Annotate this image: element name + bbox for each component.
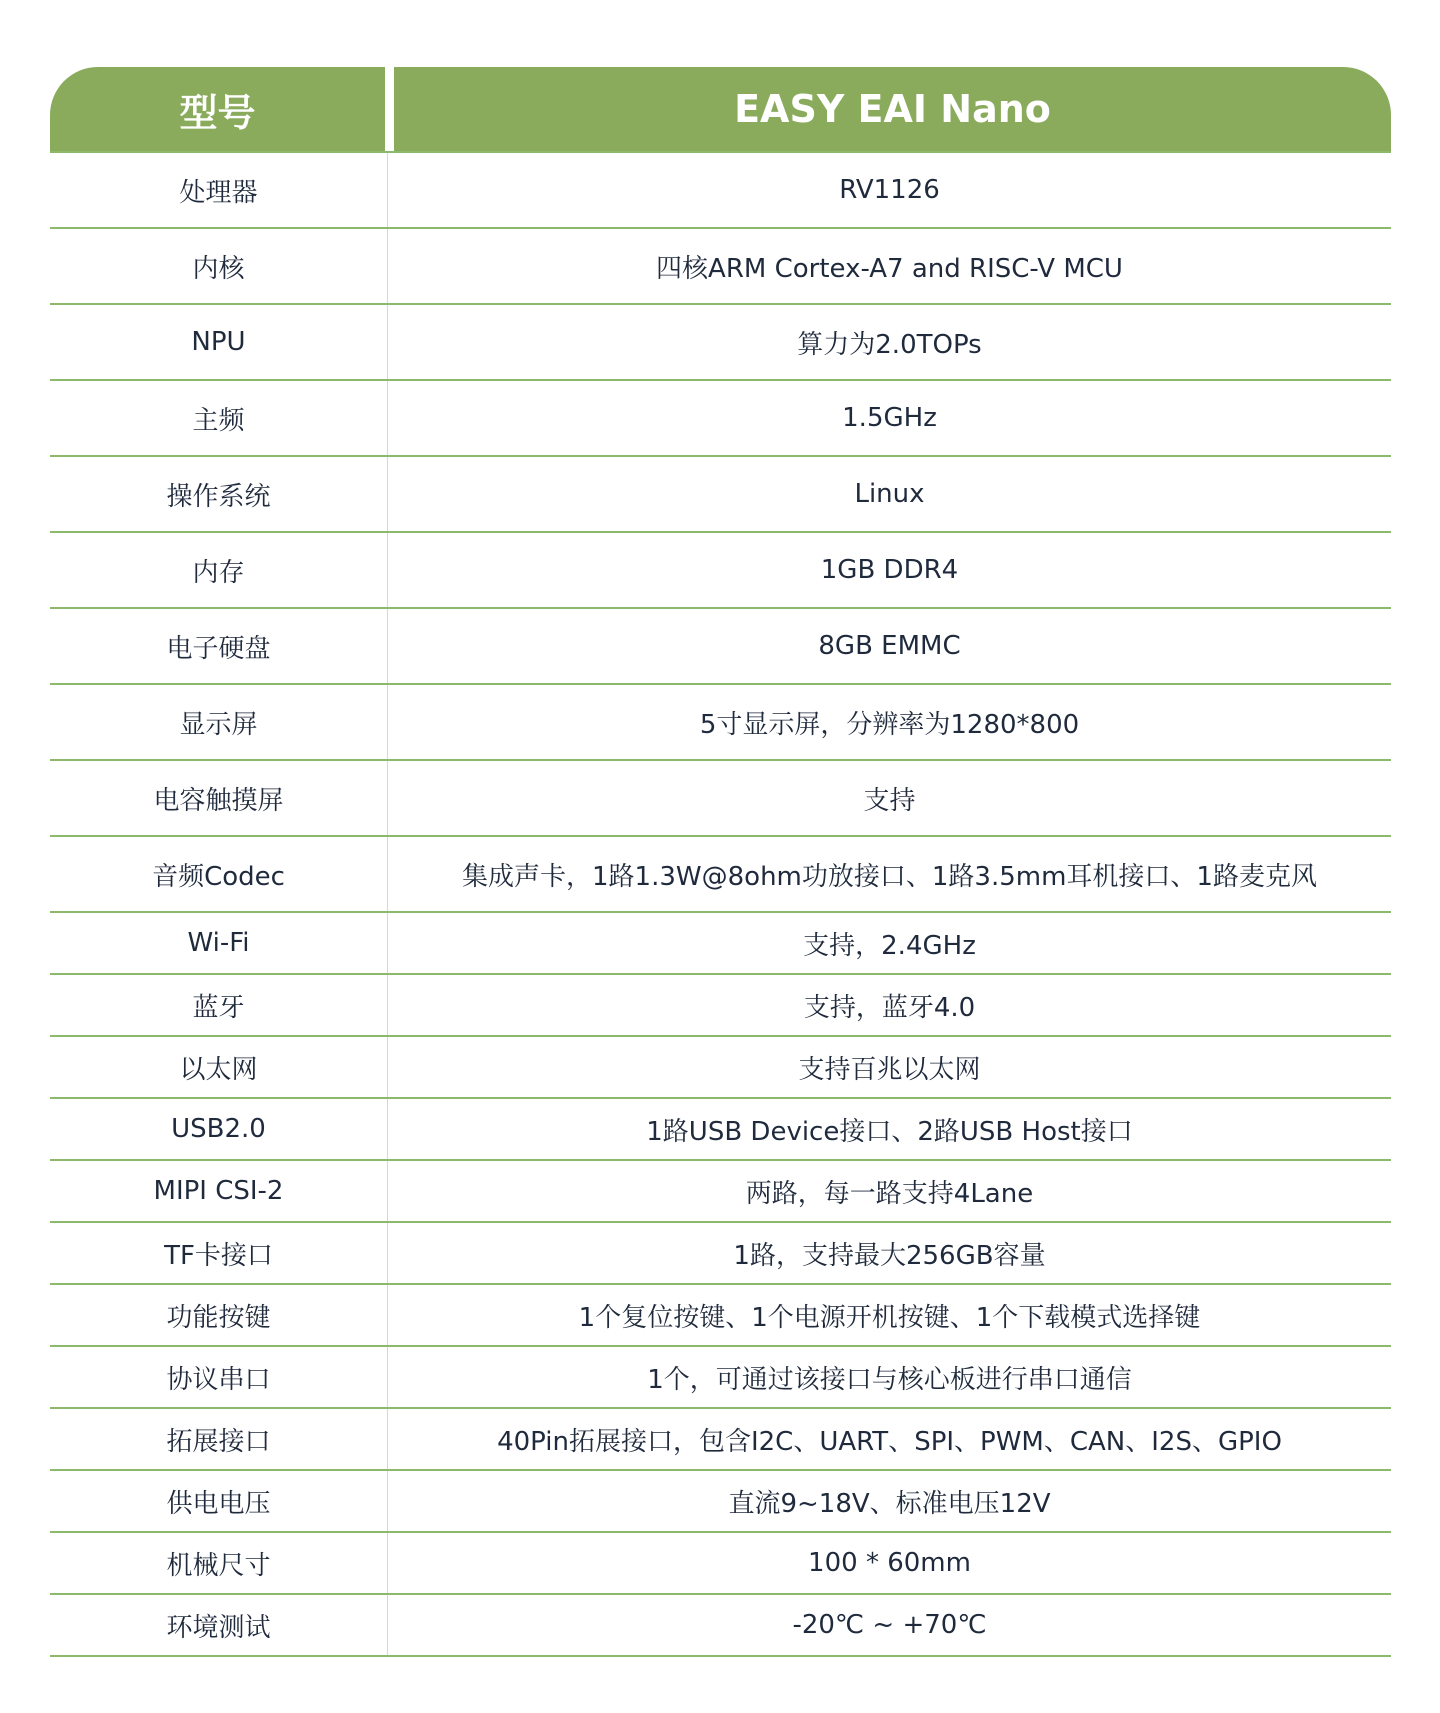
table-row: [50, 305, 1391, 381]
spec-value: 支持百兆以太网: [798, 1054, 981, 1085]
spec-name: 音频Codec: [50, 837, 388, 911]
spec-name: 处理器: [50, 153, 388, 227]
spec-name: NPU: [50, 305, 388, 379]
table-row: [50, 1223, 1391, 1285]
spec-value: 直流9~18V、标准电压12V: [728, 1488, 1051, 1519]
spec-name: 电子硬盘: [50, 609, 388, 683]
spec-name: Wi-Fi: [50, 913, 388, 973]
table-row: [50, 151, 1391, 229]
spec-name: 显示屏: [50, 685, 388, 759]
spec-name: 以太网: [50, 1037, 388, 1097]
spec-value: 四核ARM Cortex-A7 and RISC-V MCU: [656, 253, 1123, 284]
table-row: [50, 533, 1391, 609]
spec-name: MIPI CSI-2: [50, 1161, 388, 1221]
spec-value: 支持，蓝牙4.0: [803, 992, 976, 1023]
spec-name: USB2.0: [50, 1099, 388, 1159]
table-row: [50, 609, 1391, 685]
spec-name: 内存: [50, 533, 388, 607]
spec-value: 1路USB Device接口、2路USB Host接口: [646, 1116, 1133, 1147]
table-row: [50, 1161, 1391, 1223]
spec-name: 环境测试: [50, 1595, 388, 1655]
table-row: [50, 1409, 1391, 1471]
table-row: [50, 1533, 1391, 1595]
spec-value: 1个，可通过该接口与核心板进行串口通信: [647, 1364, 1132, 1395]
table-body: [50, 151, 1391, 1657]
spec-name: 协议串口: [50, 1347, 388, 1407]
spec-value: 集成声卡，1路1.3W@8ohm功放接口、1路3.5mm耳机接口、1路麦克风: [462, 861, 1317, 892]
spec-name: 主频: [50, 381, 388, 455]
spec-name: TF卡接口: [50, 1223, 388, 1283]
table-row: [50, 685, 1391, 761]
spec-value: 支持: [863, 785, 916, 816]
spec-name: 内核: [50, 229, 388, 303]
table-row: [50, 1285, 1391, 1347]
table-row: [50, 761, 1391, 837]
spec-name: 蓝牙: [50, 975, 388, 1035]
spec-name: 拓展接口: [50, 1409, 388, 1469]
spec-table: [50, 67, 1391, 1657]
spec-value: 1GB DDR4: [820, 555, 959, 585]
table-row: [50, 1471, 1391, 1533]
spec-value: Linux: [854, 479, 925, 509]
spec-value: -20℃ ~ +70℃: [792, 1610, 987, 1640]
table-row: [50, 913, 1391, 975]
table-row: [50, 1099, 1391, 1161]
spec-value: 100 * 60mm: [808, 1548, 971, 1578]
table-row: [50, 1037, 1391, 1099]
spec-value: RV1126: [839, 175, 940, 205]
table-header: [50, 67, 1391, 151]
spec-value: 40Pin拓展接口，包含I2C、UART、SPI、PWM、CAN、I2S、GPIO: [497, 1426, 1282, 1457]
spec-value: 8GB EMMC: [818, 631, 961, 661]
table-row: [50, 1347, 1391, 1409]
spec-name: 机械尺寸: [50, 1533, 388, 1593]
spec-value: 1.5GHz: [842, 403, 937, 433]
header-model: EASY EAI Nano: [394, 67, 1391, 151]
table-row: [50, 457, 1391, 533]
header-label: 型号: [50, 67, 385, 151]
spec-value: 1个复位按键、1个电源开机按键、1个下载模式选择键: [578, 1302, 1201, 1333]
table-row: [50, 837, 1391, 913]
header-divider: [385, 67, 394, 151]
spec-name: 操作系统: [50, 457, 388, 531]
table-row: [50, 1595, 1391, 1657]
spec-value: 5寸显示屏，分辨率为1280*800: [699, 709, 1080, 740]
table-row: [50, 975, 1391, 1037]
table-row: [50, 229, 1391, 305]
spec-name: 电容触摸屏: [50, 761, 388, 835]
spec-value: 两路，每一路支持4Lane: [745, 1178, 1034, 1209]
spec-name: 供电电压: [50, 1471, 388, 1531]
table-row: [50, 381, 1391, 457]
spec-value: 1路，支持最大256GB容量: [733, 1240, 1046, 1271]
spec-value: 算力为2.0TOPs: [797, 329, 982, 360]
spec-value: 支持，2.4GHz: [803, 930, 976, 961]
spec-name: 功能按键: [50, 1285, 388, 1345]
